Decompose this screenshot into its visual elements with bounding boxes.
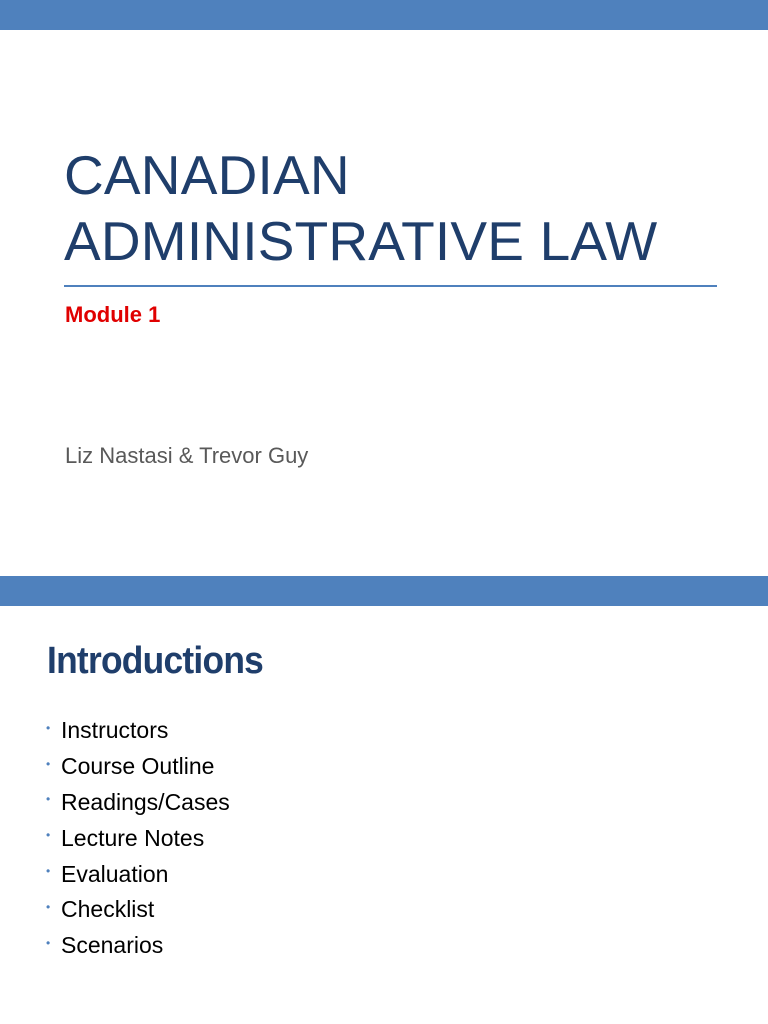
slide-header-bar (0, 576, 768, 606)
slide-heading: Introductions (47, 640, 264, 682)
bullet-item (46, 892, 230, 928)
author-names: Liz Nastasi & Trevor Guy (65, 443, 309, 468)
bullet-text: Lecture Notes (61, 824, 205, 851)
bullet-dot-icon: • (46, 792, 51, 807)
bullet-dot-icon: • (46, 828, 51, 843)
bullet-item (46, 749, 230, 785)
bullet-item (46, 713, 230, 749)
slide-header-bar (0, 0, 768, 30)
bullet-text: Scenarios (61, 932, 164, 959)
bullet-item (46, 928, 230, 964)
bullet-dot-icon: • (46, 720, 51, 735)
content-slide (0, 576, 768, 1024)
bullet-item (46, 856, 230, 892)
bullet-item (46, 820, 230, 856)
bullet-dot-icon: • (46, 756, 51, 771)
title-divider (64, 285, 717, 287)
bullet-item (46, 785, 230, 821)
bullet-list (46, 713, 230, 964)
bullet-text: Course Outline (61, 753, 215, 780)
slide-title-line-2: ADMINISTRATIVE LAW (64, 210, 658, 272)
slide-title-line-1: CANADIAN (64, 144, 350, 206)
bullet-dot-icon: • (46, 899, 51, 914)
bullet-dot-icon: • (46, 935, 51, 950)
bullet-text: Evaluation (61, 860, 169, 887)
slide-title (64, 142, 724, 274)
bullet-text: Readings/Cases (61, 788, 230, 815)
bullet-text: Checklist (61, 896, 155, 923)
bullet-text: Instructors (61, 717, 169, 744)
bullet-dot-icon: • (46, 864, 51, 879)
module-subtitle: Module 1 (65, 302, 161, 327)
